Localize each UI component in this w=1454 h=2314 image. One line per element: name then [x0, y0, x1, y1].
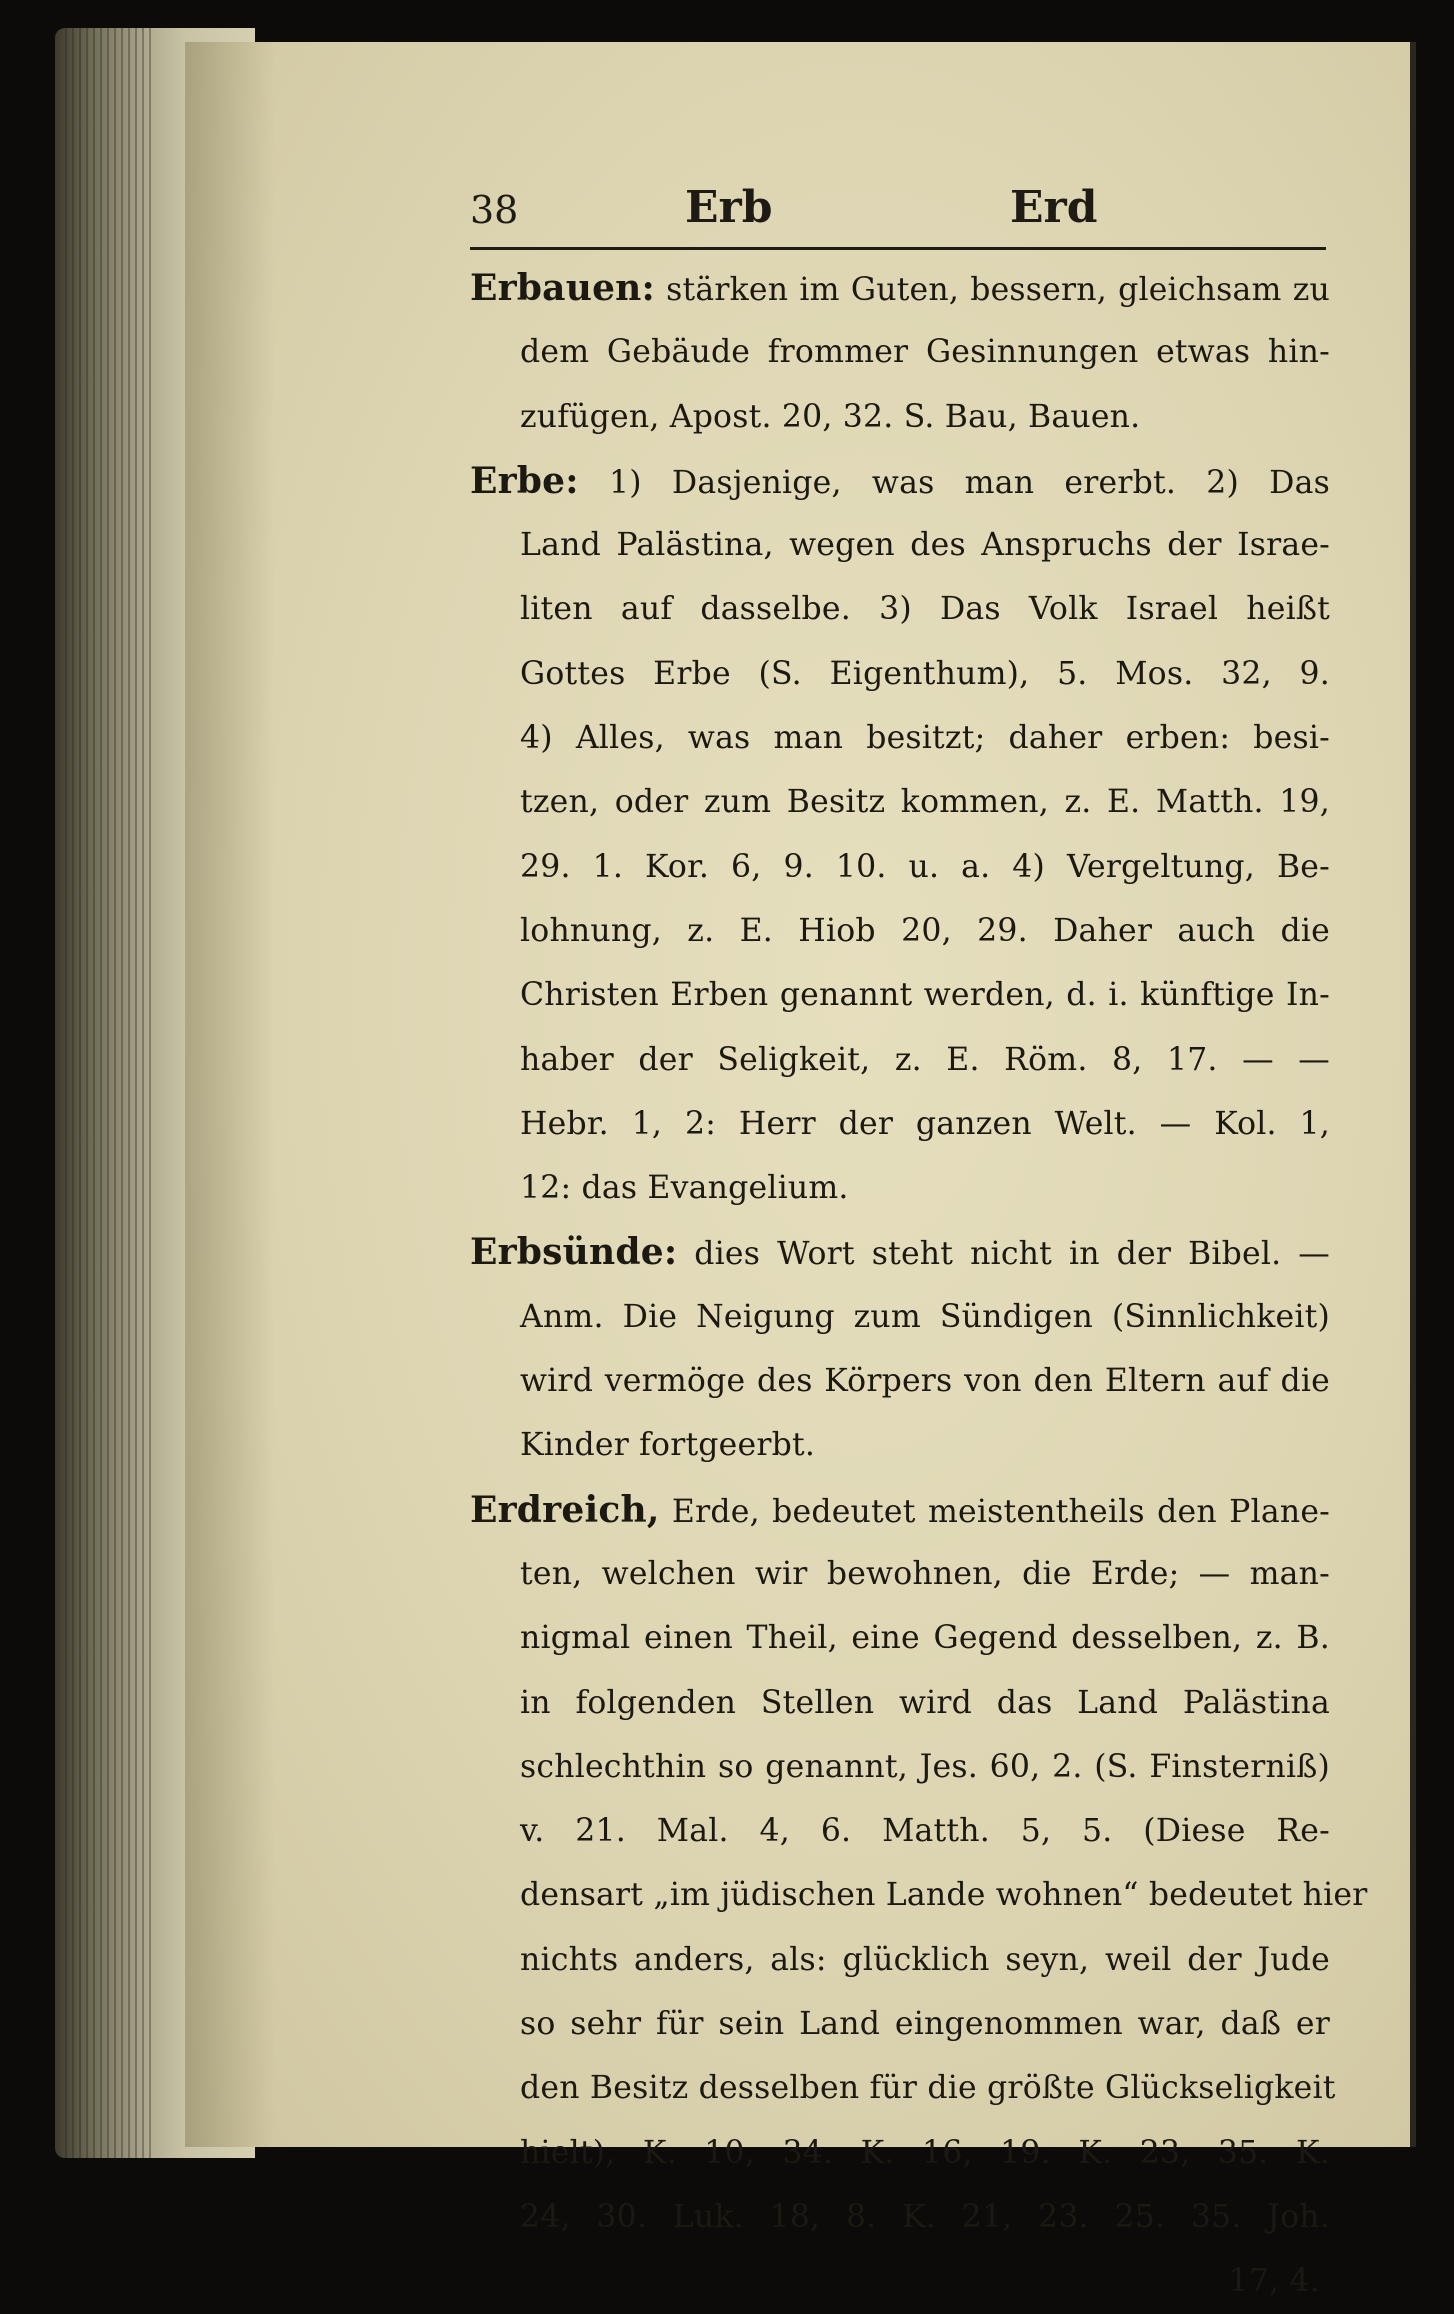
line-text: 4) Alles, was man besitzt; daher erben: besi- [520, 720, 1330, 757]
text-line [470, 706, 1330, 770]
line-text: haber der Seligkeit, z. E. Röm. 8, 17. — — [520, 1041, 1330, 1078]
text-line [470, 1928, 1330, 1992]
header-rule [470, 247, 1326, 250]
line-text: wird vermöge des Körpers von den Eltern auf die [520, 1363, 1330, 1400]
text-line [470, 1478, 1330, 1542]
text-line [470, 385, 1330, 449]
text-line [470, 1606, 1330, 1670]
running-head-left: Erb [685, 182, 773, 233]
line-text: 12: das Evangelium. [520, 1170, 849, 1207]
line-text: liten auf dasselbe. 3) Das Volk Israel heißt [520, 591, 1330, 628]
entry-lemma: Erdreich, [470, 1488, 660, 1531]
text-line [470, 1863, 1368, 1927]
line-text: zufügen, Apost. 20, 32. S. Bau, Bauen. [520, 398, 1141, 435]
line-text: nigmal einen Theil, eine Gegend desselben, z. B. [520, 1620, 1330, 1657]
line-text: dem Gebäude frommer Gesinnungen etwas hin- [520, 334, 1330, 371]
line-text: nichts anders, als: glücklich seyn, weil der Jude [520, 1941, 1330, 1978]
text-line [470, 1735, 1330, 1799]
text-line [470, 1285, 1330, 1349]
line-text: v. 21. Mal. 4, 6. Matth. 5, 5. (Diese Re- [520, 1813, 1330, 1850]
line-text: 24, 30. Luk. 18, 8. K. 21, 23. 25. 35. Joh. [520, 2198, 1330, 2235]
page-number: 38 [470, 188, 519, 232]
text-line [470, 320, 1330, 384]
line-text: densart „im jüdischen Lande wohnen“ bedeutet hier [520, 1877, 1368, 1914]
text-line [470, 1542, 1330, 1606]
page-header [470, 182, 1325, 250]
text-line [470, 2185, 1330, 2249]
text-line [470, 513, 1330, 577]
line-text: tzen, oder zum Besitz kommen, z. E. Matth. 19, [520, 784, 1330, 821]
line-text: stärken im Guten, bessern, gleichsam zu [655, 272, 1330, 308]
text-line [470, 1156, 1330, 1220]
line-text: Hebr. 1, 2: Herr der ganzen Welt. — Kol. 1, [520, 1105, 1330, 1142]
text-line [470, 963, 1330, 1027]
text-line [470, 1092, 1330, 1156]
text-line [470, 256, 1330, 320]
line-text: lohnung, z. E. Hiob 20, 29. Daher auch die [520, 912, 1330, 949]
entry-lemma: Erbsünde: [470, 1231, 678, 1274]
line-text: Land Palästina, wegen des Anspruchs der Israe- [520, 527, 1330, 564]
line-text: Gottes Erbe (S. Eigenthum), 5. Mos. 32, 9. [520, 655, 1330, 692]
text-line [470, 1799, 1330, 1863]
entry-lemma: Erbauen: [470, 267, 656, 309]
text-line [470, 2249, 1330, 2313]
text-line [470, 1671, 1330, 1735]
line-text: Kinder fortgeerbt. [520, 1427, 816, 1464]
line-text: dies Wort steht nicht in der Bibel. — [677, 1236, 1330, 1273]
text-line [470, 449, 1330, 513]
line-text: 29. 1. Kor. 6, 9. 10. u. a. 4) Vergeltung, Be- [520, 848, 1330, 885]
line-text: Christen Erben genannt werden, d. i. künftige In- [520, 977, 1330, 1014]
line-text: Anm. Die Neigung zum Sündigen (Sinnlichkeit) [520, 1298, 1330, 1335]
line-text: in folgenden Stellen wird das Land Palästina [520, 1684, 1330, 1721]
text-line [470, 642, 1330, 706]
text-line [470, 1992, 1330, 2056]
line-text: 1) Dasjenige, was man ererbt. 2) Das [578, 464, 1330, 501]
line-text: Erde, bedeutet meistentheils den Plane- [659, 1493, 1330, 1530]
text-line [470, 899, 1330, 963]
line-text: 17, 4. [1228, 2263, 1320, 2300]
text-line [470, 1220, 1330, 1284]
line-text: so sehr für sein Land eingenommen war, daß er [520, 2006, 1330, 2043]
running-head-right: Erd [1010, 182, 1098, 233]
line-text: hielt), K. 10, 34. K. 16, 19. K. 23, 35. K. [520, 2134, 1330, 2171]
line-text: den Besitz desselben für die größte Glückseligkeit [520, 2070, 1336, 2107]
text-line [470, 835, 1330, 899]
text-line [470, 1413, 1330, 1477]
entry-lemma: Erbe: [470, 459, 579, 502]
text-line [470, 1349, 1330, 1413]
line-text: schlechthin so genannt, Jes. 60, 2. (S. Finsterniß) [520, 1748, 1330, 1785]
text-line [470, 2056, 1336, 2120]
line-text: ten, welchen wir bewohnen, die Erde; — man- [520, 1555, 1330, 1592]
text-line [470, 2121, 1330, 2185]
text-line [470, 770, 1330, 834]
text-line [470, 1028, 1330, 1092]
dictionary-text-block [470, 256, 1368, 2314]
text-line [470, 577, 1330, 641]
